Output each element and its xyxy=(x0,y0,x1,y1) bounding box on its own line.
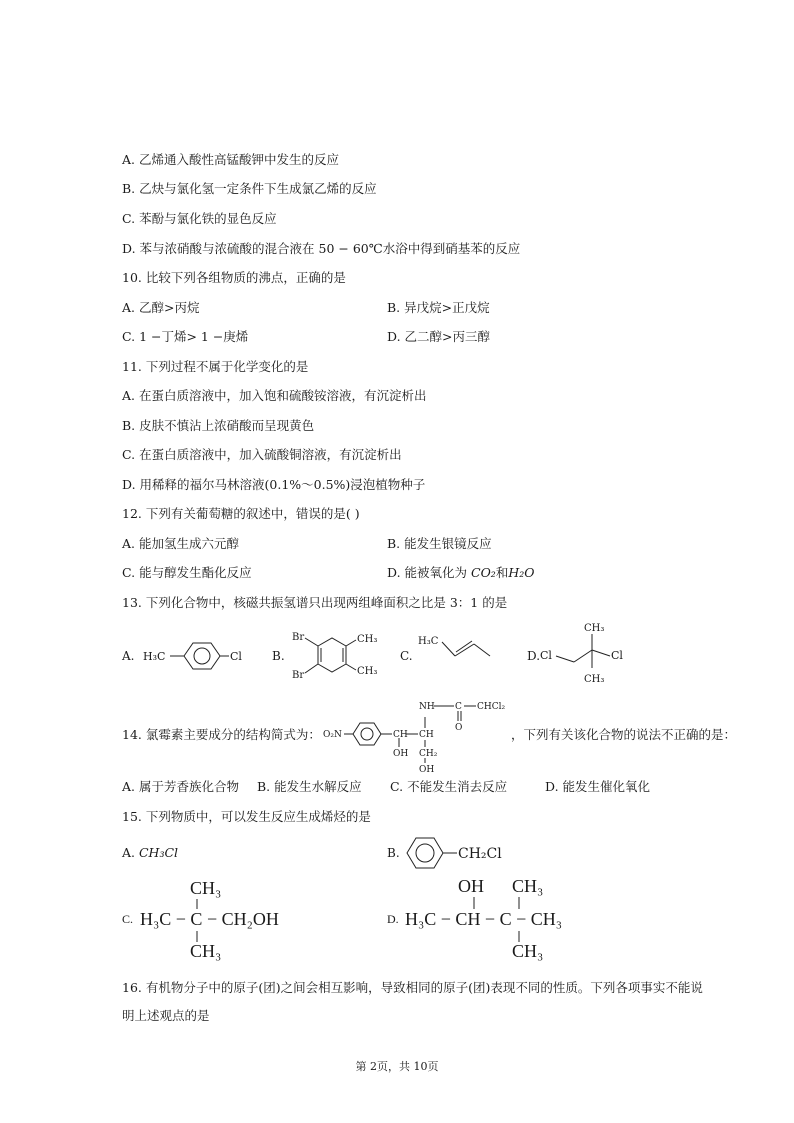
q12-and: 和 xyxy=(495,565,509,580)
q13-b-br2: Br xyxy=(292,670,305,681)
q15-b-structure xyxy=(385,833,525,873)
q15-c-top: CH₃ xyxy=(190,878,222,898)
benzene-ring-icon xyxy=(353,723,381,745)
q11-stem: 11. 下列过程不属于化学变化的是 xyxy=(122,359,309,374)
q16-line1: 16. 有机物分子中的原子(团)之间会相互影响，导致相同的原子(团)表现不同的性质。下列各项事实不能说 xyxy=(122,980,703,995)
q13-structures xyxy=(0,618,794,698)
q9-option-a: A. 乙烯通入酸性高锰酸钾中发生的反应 xyxy=(122,152,339,167)
q15-option-a xyxy=(122,845,178,861)
q13-c-label: C. xyxy=(400,649,413,663)
cyclohexadiene-ring-icon xyxy=(318,638,346,672)
q13-b-ch3a: CH₃ xyxy=(357,634,378,645)
benzene-ring-icon xyxy=(184,643,220,669)
bond xyxy=(346,640,356,646)
q15-d-oh: OH xyxy=(458,876,484,896)
q12-option-a: A. 能加氢生成六元醇 xyxy=(122,536,239,551)
q14-option-d: D. 能发生催化氧化 xyxy=(545,779,651,794)
q9-option-c: C. 苯酚与氯化铁的显色反应 xyxy=(122,211,277,226)
q15-stem: 15. 下列物质中，可以发生反应生成烯烃的是 xyxy=(122,809,371,824)
s-o: O xyxy=(455,723,463,733)
aromatic-circle xyxy=(416,844,434,862)
formula-co2: CO₂ xyxy=(471,565,496,580)
q12-option-d xyxy=(387,565,535,581)
q9-option-d: D. 苯与浓硝酸与浓硫酸的混合液在 50 − 60℃水浴中得到硝基苯的反应 xyxy=(122,241,521,256)
q14-option-a: A. 属于芳香族化合物 xyxy=(122,779,239,794)
q13-d-cl2: Cl xyxy=(611,649,623,662)
q13-d-label: D. xyxy=(527,649,541,663)
bond xyxy=(305,664,318,673)
chloramphenicol-structure xyxy=(322,697,512,773)
q15-c-structure xyxy=(120,872,360,964)
aromatic-circle xyxy=(361,728,373,740)
q15-c-bottom: CH₃ xyxy=(190,941,222,961)
q10-option-a: A. 乙醇>丙烷 xyxy=(122,300,200,315)
q11-option-d: D. 用稀释的福尔马林溶液(0.1%～0.5%)浸泡植物种子 xyxy=(122,477,426,492)
s-oh: OH xyxy=(393,749,409,759)
q15-b-label: B. xyxy=(387,846,400,860)
formula-ch3cl: CH₃Cl xyxy=(138,845,179,860)
q9-option-b: B. 乙炔与氯化氢一定条件下生成氯乙烯的反应 xyxy=(122,181,377,196)
s-nh: NH xyxy=(419,702,435,712)
q13-a-cl: Cl xyxy=(230,650,242,663)
benzene-ring-icon xyxy=(407,838,443,868)
q15-d-main: H₃C − CH − C − CH₃ xyxy=(405,909,563,929)
q14-stem-pre: 14. 氯霉素主要成分的结构简式为： xyxy=(122,727,321,742)
q13-d-cl1: Cl xyxy=(540,649,552,662)
q14-option-b: B. 能发生水解反应 xyxy=(257,779,362,794)
s-ch-2: CH xyxy=(419,730,434,740)
q15-d-top: CH₃ xyxy=(512,876,544,896)
q10-option-d: D. 乙二醇>丙三醇 xyxy=(387,329,490,344)
bond xyxy=(592,650,610,656)
bond xyxy=(305,638,318,646)
q15-c-label: C. xyxy=(122,912,134,926)
q16-line2: 明上述观点的是 xyxy=(122,1008,210,1023)
q14-stem-post: ，下列有关该化合物的说法不正确的是： xyxy=(511,727,737,742)
q10-option-c: C. 1 −丁烯> 1 −庚烯 xyxy=(122,329,249,344)
q10-option-b: B. 异戊烷>正戊烷 xyxy=(387,300,490,315)
q13-b-br1: Br xyxy=(292,632,305,643)
bond xyxy=(556,656,574,662)
q13-c-ch3: H₃C xyxy=(418,636,439,647)
s-oh2: OH xyxy=(419,765,435,773)
q12-option-b: B. 能发生银镜反应 xyxy=(387,536,492,551)
q12-option-c: C. 能与醇发生酯化反应 xyxy=(122,565,252,580)
q13-a-label: A. xyxy=(122,649,135,663)
q13-d-ch3a: CH₃ xyxy=(584,623,605,634)
q10-stem: 10. 比较下列各组物质的沸点，正确的是 xyxy=(122,270,346,285)
q13-a-ch3: H₃C xyxy=(143,650,166,663)
bond xyxy=(474,644,490,656)
s-chcl2: CHCl₂ xyxy=(477,702,506,712)
q12-stem: 12. 下列有关葡萄糖的叙述中，错误的是( ) xyxy=(122,506,360,521)
q13-b-label: B. xyxy=(272,649,285,663)
q15-b-sub: CH₂Cl xyxy=(458,846,502,862)
bond xyxy=(346,664,356,670)
s-ch: CH xyxy=(393,730,408,740)
q13-b-ch3b: CH₃ xyxy=(357,666,378,677)
q15-d-bottom: CH₃ xyxy=(512,941,544,961)
q11-option-a: A. 在蛋白质溶液中，加入饱和硫酸铵溶液，有沉淀析出 xyxy=(122,388,427,403)
q14-option-c: C. 不能发生消去反应 xyxy=(390,779,508,794)
q13-d-ch3b: CH₃ xyxy=(584,674,605,685)
q15-c-main: H₃C − C − CH₂OH xyxy=(140,909,279,929)
q12-option-d-prefix: D. 能被氧化为 xyxy=(387,565,471,580)
s-o2n: O₂N xyxy=(323,730,342,740)
q11-option-b: B. 皮肤不慎沾上浓硝酸而呈现黄色 xyxy=(122,418,315,433)
q15-d-structure xyxy=(385,872,645,964)
q15-d-label: D. xyxy=(387,912,399,926)
aromatic-circle xyxy=(194,648,210,664)
page-footer: 第 2页，共 10页 xyxy=(355,1060,439,1073)
bond xyxy=(442,642,455,656)
q13-stem: 13. 下列化合物中，核磁共振氢谱只出现两组峰面积之比是 3：1 的是 xyxy=(122,595,508,610)
s-ch2: CH₂ xyxy=(419,749,438,759)
s-c: C xyxy=(455,702,462,712)
formula-h2o: H₂O xyxy=(508,565,535,580)
q15-a-label: A. xyxy=(122,845,139,860)
bond xyxy=(574,650,592,662)
q11-option-c: C. 在蛋白质溶液中，加入硫酸铜溶液，有沉淀析出 xyxy=(122,447,402,462)
